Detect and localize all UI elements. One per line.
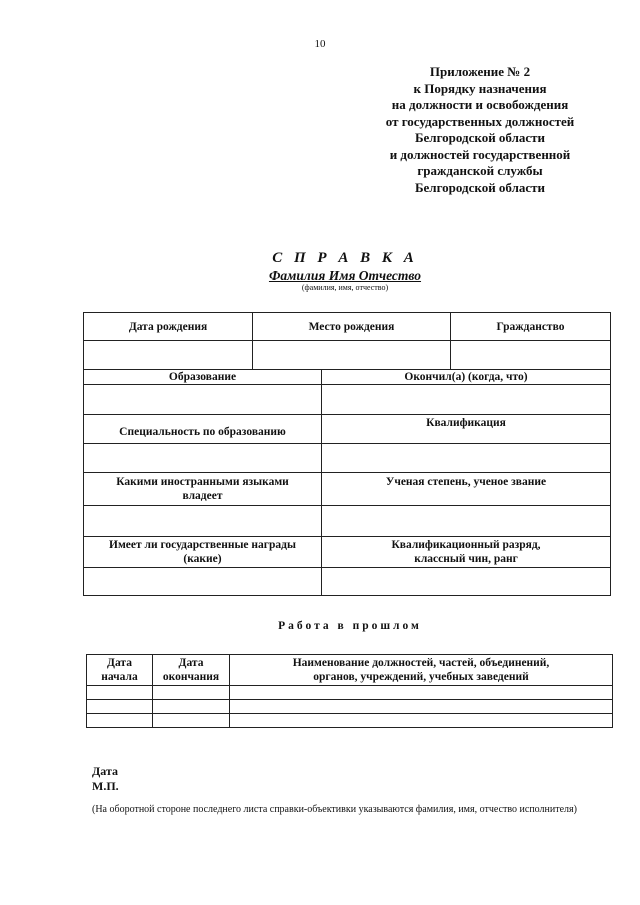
- awards-header: [84, 537, 322, 568]
- awards-line: Имеет ли государственные награды: [109, 539, 296, 551]
- position-name-cell[interactable]: [230, 714, 613, 728]
- citizenship-header: Гражданство: [451, 313, 611, 341]
- appendix-line: к Порядку назначения: [413, 80, 547, 96]
- end-date-header: [153, 655, 230, 686]
- speciality-header: Специальность по образованию: [84, 415, 322, 444]
- personal-table: [83, 312, 611, 370]
- languages-line: владеет: [182, 490, 223, 502]
- citizenship-cell[interactable]: [451, 341, 611, 370]
- rank-line: классный чин, ранг: [414, 553, 518, 565]
- birth-place-cell[interactable]: [253, 341, 451, 370]
- awards-line: (какие): [183, 553, 222, 565]
- appendix-line: Приложение № 2: [429, 64, 531, 79]
- end-date-line: окончания: [162, 671, 220, 683]
- signature-block: [92, 764, 119, 794]
- position-name-line: органов, учреждений, учебных заведений: [313, 671, 529, 683]
- table-row: [87, 714, 613, 728]
- degree-cell[interactable]: [322, 506, 611, 537]
- end-date-line: Дата: [178, 657, 204, 669]
- footnote: (На оборотной стороне последнего листа справки-объективки указываются фамилия, имя, отчество исполнителя): [92, 804, 577, 815]
- stamp-label: М.П.: [92, 779, 119, 793]
- appendix-line: на должности и освобождения: [391, 97, 569, 112]
- end-date-cell[interactable]: [153, 686, 230, 700]
- education-table: [83, 369, 611, 596]
- appendix-line: Белгородской области: [414, 179, 546, 195]
- start-date-line: Дата: [107, 657, 132, 669]
- end-date-cell[interactable]: [153, 700, 230, 714]
- document-title: С П Р А В К А: [272, 250, 418, 266]
- appendix-line: от государственных должностей: [385, 113, 575, 129]
- fio-note: (фамилия, имя, отчество): [301, 283, 389, 292]
- degree-header: Ученая степень, ученое звание: [322, 473, 611, 506]
- position-name-header: [230, 655, 613, 686]
- end-date-cell[interactable]: [153, 714, 230, 728]
- graduated-cell[interactable]: [322, 385, 611, 415]
- education-cell[interactable]: [84, 385, 322, 415]
- birth-date-header: Дата рождения: [84, 313, 253, 341]
- start-date-header: [87, 655, 153, 686]
- date-label: Дата: [92, 764, 118, 778]
- rank-cell[interactable]: [322, 568, 611, 596]
- birth-date-cell[interactable]: [84, 341, 253, 370]
- start-date-cell[interactable]: [87, 686, 153, 700]
- rank-header: [322, 537, 611, 568]
- languages-line: Какими иностранными языками: [116, 476, 289, 488]
- appendix-line: и должностей государственной: [389, 146, 571, 162]
- work-table: [86, 654, 613, 728]
- appendix-line: Белгородской области: [414, 130, 546, 145]
- position-name-line: Наименование должностей, частей, объединений,: [292, 657, 550, 669]
- page-number: 10: [314, 38, 326, 50]
- table-row: [87, 700, 613, 714]
- start-date-cell[interactable]: [87, 700, 153, 714]
- position-name-cell[interactable]: [230, 700, 613, 714]
- position-name-cell[interactable]: [230, 686, 613, 700]
- work-section-heading: Работа в прошлом: [278, 620, 422, 632]
- appendix-line: гражданской службы: [417, 163, 543, 178]
- education-header: Образование: [84, 370, 322, 385]
- awards-cell[interactable]: [84, 568, 322, 596]
- qualification-header: Квалификация: [322, 415, 611, 444]
- graduated-header: Окончил(а) (когда, что): [322, 370, 611, 385]
- languages-cell[interactable]: [84, 506, 322, 537]
- start-date-line: начала: [101, 671, 138, 683]
- start-date-cell[interactable]: [87, 714, 153, 728]
- birth-place-header: Место рождения: [253, 313, 451, 341]
- appendix-block: [350, 64, 610, 196]
- speciality-cell[interactable]: [84, 444, 322, 473]
- qualification-cell[interactable]: [322, 444, 611, 473]
- languages-header: [84, 473, 322, 506]
- fio-heading: Фамилия Имя Отчество: [268, 268, 422, 283]
- table-row: [87, 686, 613, 700]
- rank-line: Квалификационный разряд,: [391, 539, 541, 551]
